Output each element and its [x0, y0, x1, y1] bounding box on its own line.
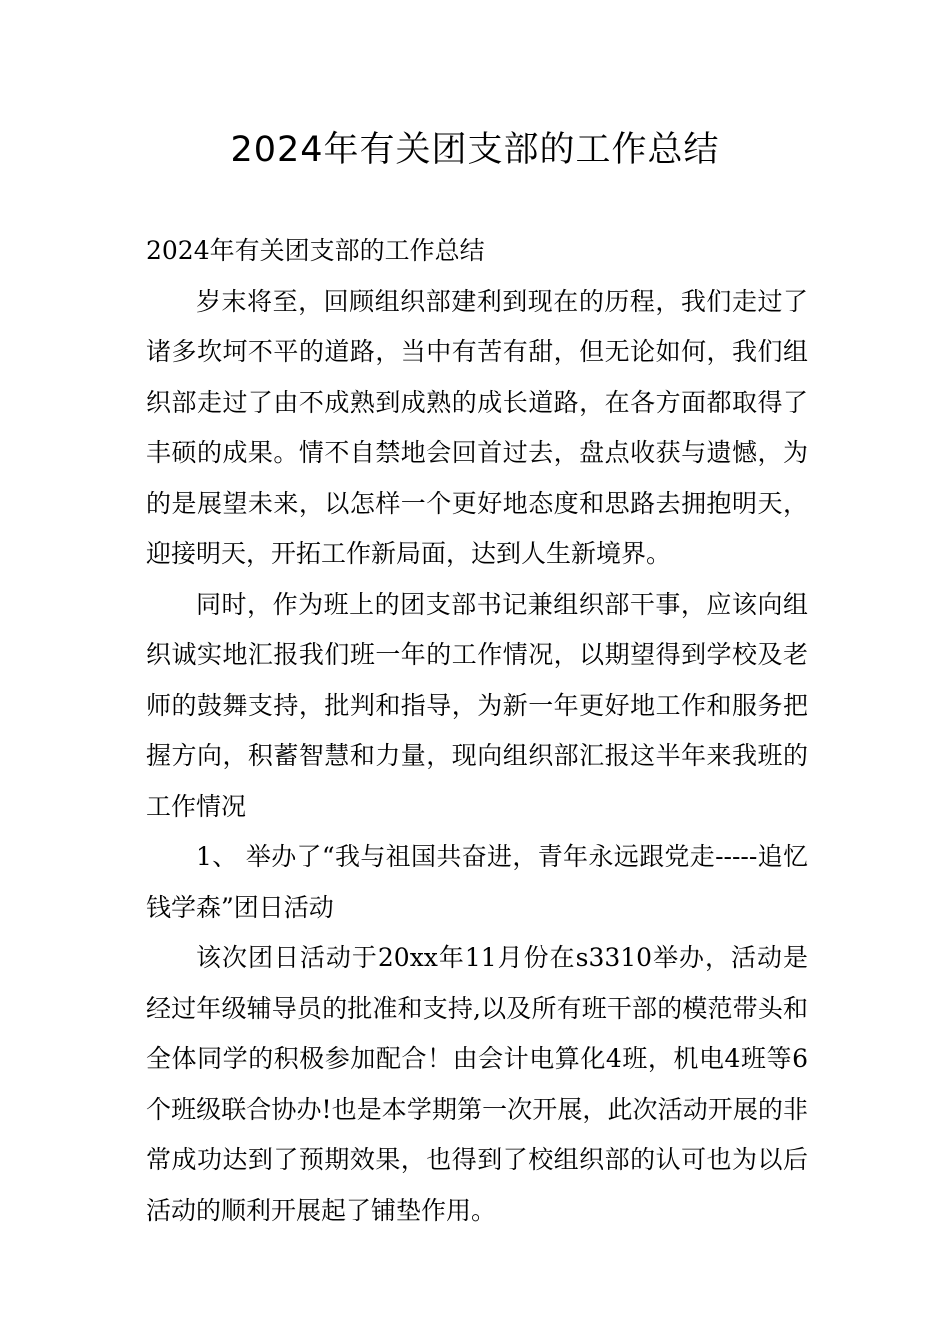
- document-subtitle: 2024年有关团支部的工作总结: [146, 236, 485, 265]
- document-title: 2024年有关团支部的工作总结: [230, 130, 720, 170]
- paragraph-heading-activity: 1、 举办了“我与祖国共奋进，青年永远跟党走-----追忆钱学森”团日活动: [146, 842, 808, 922]
- paragraph-intro: 岁末将至，回顾组织部建利到现在的历程，我们走过了诸多坎坷不平的道路，当中有苦有甜，但无论如何，我们组织部走过了由不成熟到成熟的成长道路，在各方面都取得了丰硕的成果。情不自禁地会回首过去，盘点收获与遗憾，为的是展望未来，以怎样一个更好地态度和思路去拥抱明天，迎接明天，开拓工作新局面，达到人生新境界。: [146, 286, 808, 568]
- paragraph-activity-detail: 该次团日活动于20xx年11月份在s3310举办，活动是经过年级辅导员的批准和支持,以及所有班干部的模范带头和全体同学的积极参加配合！由会计电算化4班，机电4班等6个班级联合协办!也是本学期第一次开展，此次活动开展的非常成功达到了预期效果，也得到了校组织部的认可也为以后活动的顺利开展起了铺垫作用。: [146, 943, 808, 1225]
- document-body: [146, 226, 808, 1236]
- paragraph-report: 同时，作为班上的团支部书记兼组织部干事，应该向组织诚实地汇报我们班一年的工作情况，以期望得到学校及老师的鼓舞支持，批判和指导，为新一年更好地工作和服务把握方向，积蓄智慧和力量，现向组织部汇报这半年来我班的工作情况: [146, 589, 808, 821]
